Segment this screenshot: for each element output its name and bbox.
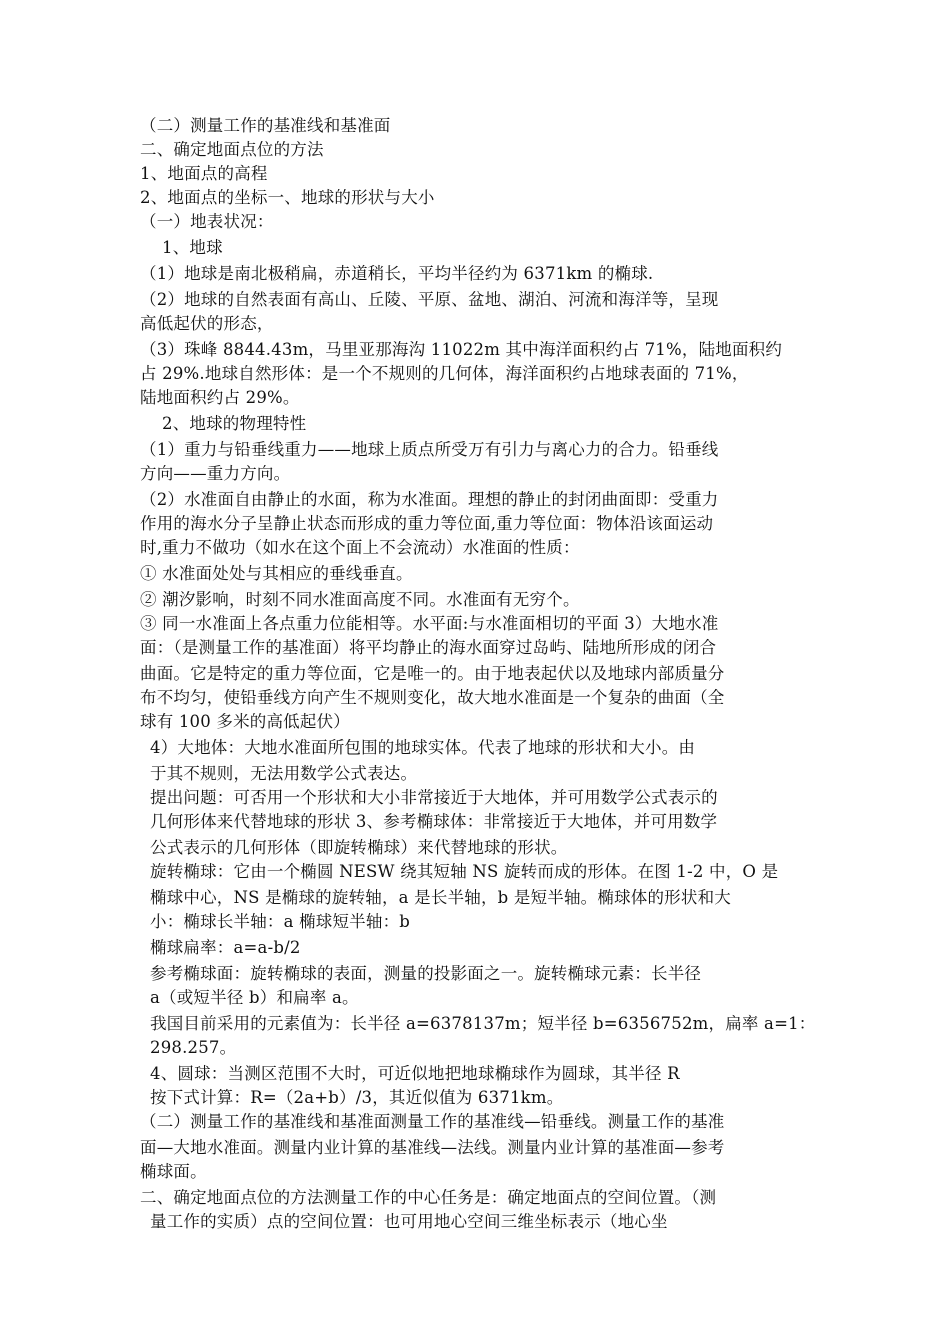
text-line: （2）水准面自由静止的水面，称为水准面。理想的静止的封闭曲面即：受重力 — [140, 490, 719, 509]
text-line: 作用的海水分子呈静止状态而形成的重力等位面,重力等位面：物体沿该面运动 — [140, 514, 714, 533]
text-line: 球有 100 多米的高低起伏） — [140, 712, 350, 731]
text-line: 小：椭球长半轴：a 椭球短半轴：b — [150, 912, 411, 931]
text-line: a（或短半径 b）和扁率 a。 — [150, 988, 359, 1007]
text-line: （1）地球是南北极稍扁，赤道稍长，平均半径约为 6371km 的椭球. — [140, 264, 654, 283]
text-line: 1、地球 — [162, 238, 223, 257]
text-line: 方向——重力方向。 — [140, 464, 291, 483]
text-line: 按下式计算：R=（2a+b）/3，其近似值为 6371km。 — [150, 1088, 564, 1107]
text-line: 298.257。 — [150, 1038, 237, 1057]
text-line: 椭球中心，NS 是椭球的旋转轴，a 是长半轴，b 是短半轴。椭球体的形状和大 — [150, 888, 731, 907]
text-line: 量工作的实质）点的空间位置：也可用地心空间三维坐标表示（地心坐 — [150, 1212, 668, 1231]
text-line: 参考椭球面：旋转椭球的表面，测量的投影面之一。旋转椭球元素：长半径 — [150, 964, 702, 983]
text-line: 于其不规则，无法用数学公式表达。 — [150, 764, 418, 783]
text-line: 二、确定地面点位的方法测量工作的中心任务是：确定地面点的空间位置。（测 — [140, 1188, 717, 1207]
text-line: 曲面。它是特定的重力等位面，它是唯一的。由于地表起伏以及地球内部质量分 — [140, 664, 725, 683]
text-line: 4）大地体：大地水准面所包围的地球实体。代表了地球的形状和大小。由 — [150, 738, 696, 757]
text-line: 4、圆球：当测区范围不大时，可近似地把地球椭球作为圆球，其半径 R — [150, 1064, 680, 1083]
text-line: 二、确定地面点位的方法 — [140, 140, 324, 159]
text-line: 面：（是测量工作的基准面）将平均静止的海水面穿过岛屿、陆地所形成的闭合 — [140, 638, 717, 657]
text-line: 2、地面点的坐标一、地球的形状与大小 — [140, 188, 435, 207]
text-line: 几何形体来代替地球的形状 3、参考椭球体：非常接近于大地体，并可用数学 — [150, 812, 718, 831]
text-line: （二）测量工作的基准线和基准面测量工作的基准线—铅垂线。测量工作的基准 — [140, 1112, 725, 1131]
text-line: 旋转椭球：它由一个椭圆 NESW 绕其短轴 NS 旋转而成的形体。在图 1-2 中，O 是 — [150, 862, 779, 881]
text-line: 高低起伏的形态， — [140, 314, 274, 333]
text-line: （1）重力与铅垂线重力——地球上质点所受万有引力与离心力的合力。铅垂线 — [140, 440, 719, 459]
text-line: 时,重力不做功（如水在这个面上不会流动）水准面的性质： — [140, 538, 580, 557]
text-line: 面—大地水准面。测量内业计算的基准线—法线。测量内业计算的基准面—参考 — [140, 1138, 725, 1157]
text-line: ① 水准面处处与其相应的垂线垂直。 — [140, 564, 413, 583]
text-line: （一）地表状况： — [140, 212, 274, 231]
text-line: 1、地面点的高程 — [140, 164, 268, 183]
text-line: 公式表示的几何形体（即旋转椭球）来代替地球的形状。 — [150, 838, 568, 857]
text-line: 占 29%.地球自然形体：是一个不规则的几何体，海洋面积约占地球表面的 71%， — [140, 364, 749, 383]
text-line: 椭球扁率：a=a-b/2 — [150, 938, 301, 957]
text-line: （3）珠峰 8844.43m，马里亚那海沟 11022m 其中海洋面积约占 71%，陆地面积约 — [140, 340, 783, 359]
text-line: 陆地面积约占 29%。 — [140, 388, 300, 407]
text-line: （二）测量工作的基准线和基准面 — [140, 116, 391, 135]
text-line: 2、地球的物理特性 — [162, 414, 307, 433]
text-line: 我国目前采用的元素值为：长半径 a=6378137m；短半径 b=6356752m，扁率 a=1： — [150, 1014, 816, 1033]
text-line: 提出问题：可否用一个形状和大小非常接近于大地体，并可用数学公式表示的 — [150, 788, 718, 807]
text-line: 布不均匀，使铅垂线方向产生不规则变化，故大地水准面是一个复杂的曲面（全 — [140, 688, 725, 707]
text-line: （2）地球的自然表面有高山、丘陵、平原、盆地、湖泊、河流和海洋等，呈现 — [140, 290, 719, 309]
text-line: 椭球面。 — [140, 1162, 207, 1181]
text-line: ③ 同一水准面上各点重力位能相等。水平面:与水准面相切的平面 3）大地水准 — [140, 614, 719, 633]
text-line: ② 潮汐影响，时刻不同水准面高度不同。水准面有无穷个。 — [140, 590, 580, 609]
